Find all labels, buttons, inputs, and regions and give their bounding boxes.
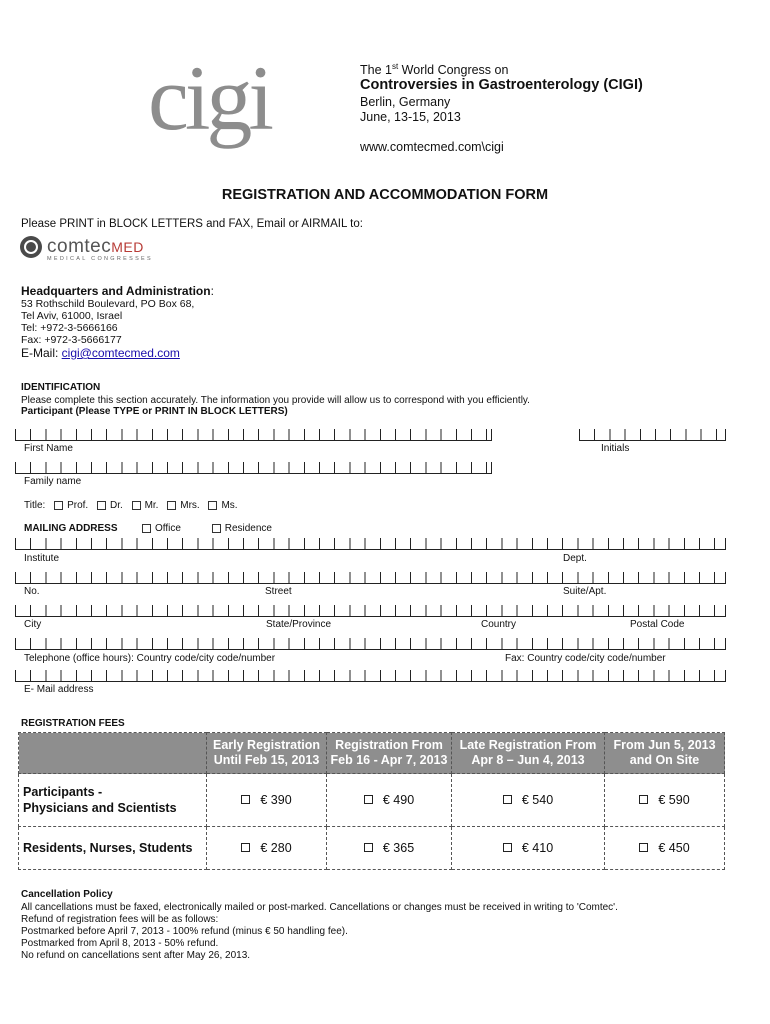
registration-fees-table xyxy=(18,732,725,870)
fee-checkbox[interactable] xyxy=(503,795,512,804)
initials-field[interactable] xyxy=(579,429,726,441)
residence-checkbox[interactable] xyxy=(212,524,221,533)
ordinal-post: World Congress on xyxy=(398,63,509,78)
first-name-label: First Name xyxy=(24,443,73,454)
fee-price: € 280 xyxy=(260,841,292,855)
row-label-line: Participants - xyxy=(23,785,103,799)
mailing-option: Residence xyxy=(224,523,272,534)
congress-ordinal-line xyxy=(360,62,508,77)
mr-checkbox[interactable] xyxy=(132,501,141,510)
ms-checkbox[interactable] xyxy=(208,501,217,510)
fee-price: € 410 xyxy=(521,841,554,855)
state-label: State/Province xyxy=(266,619,332,630)
col-header-line: and On Site xyxy=(629,753,700,767)
fee-checkbox[interactable] xyxy=(364,843,373,852)
country-label: Country xyxy=(481,619,517,630)
comtec-med: MED xyxy=(111,239,144,255)
cancellation-line: All cancellations must be faxed, electronically mailed or post-marked. Cancellations or changes must be received in writing to 'Comtec'. xyxy=(21,902,618,913)
city-field[interactable] xyxy=(15,605,726,617)
col-header-line: Feb 16 - Apr 7, 2013 xyxy=(330,753,448,767)
col-header-line: From Jun 5, 2013 xyxy=(613,738,716,752)
fee-price: € 450 xyxy=(658,841,690,855)
fees-column-header xyxy=(452,733,605,774)
fee-option[interactable] xyxy=(327,774,452,827)
fees-column-header xyxy=(605,733,725,774)
address-line: Tel Aviv, 61000, Israel xyxy=(21,310,123,322)
mailing-address-label: MAILING ADDRESS xyxy=(24,523,118,534)
congress-location: Berlin, Germany xyxy=(360,95,451,109)
title-option: Prof. xyxy=(67,500,89,511)
fee-option[interactable] xyxy=(327,827,452,870)
fax-label: Fax: Country code/city code/number xyxy=(505,653,666,664)
fee-option[interactable] xyxy=(452,827,605,870)
title-option: Mrs. xyxy=(180,500,200,511)
institute-label: Institute xyxy=(24,553,60,564)
address-line: Tel: +972-3-5666166 xyxy=(21,322,118,334)
fees-row-label xyxy=(19,774,207,827)
fee-checkbox[interactable] xyxy=(639,843,648,852)
title-label: Title: xyxy=(24,500,46,511)
fee-price: € 490 xyxy=(382,793,415,807)
initials-label: Initials xyxy=(601,443,630,454)
title-option: Mr. xyxy=(144,500,159,511)
comtec-globe-icon xyxy=(20,236,42,258)
title-option: Dr. xyxy=(110,500,123,511)
dept-label: Dept. xyxy=(563,553,587,564)
cancellation-line: Refund of registration fees will be as follows: xyxy=(21,914,219,925)
fee-checkbox[interactable] xyxy=(503,843,512,852)
fee-option[interactable] xyxy=(452,774,605,827)
fee-option[interactable] xyxy=(207,774,327,827)
congress-name: Controversies in Gastroenterology (CIGI) xyxy=(360,77,643,93)
fee-price: € 390 xyxy=(260,793,292,807)
family-name-field[interactable] xyxy=(15,462,492,474)
fees-row-residents xyxy=(19,827,725,870)
fee-option[interactable] xyxy=(605,774,725,827)
col-header-line: Registration From xyxy=(335,738,443,752)
fees-column-header xyxy=(327,733,452,774)
identification-title: IDENTIFICATION xyxy=(21,382,101,393)
fees-row-participants xyxy=(19,774,725,827)
no-label: No. xyxy=(24,586,40,597)
form-title: REGISTRATION AND ACCOMMODATION FORM xyxy=(221,187,549,203)
dr-checkbox[interactable] xyxy=(97,501,106,510)
hq-title: Headquarters and Administration: xyxy=(21,284,214,298)
office-checkbox[interactable] xyxy=(142,524,151,533)
congress-website[interactable]: www.comtecmed.com\cigi xyxy=(360,140,504,154)
fees-header-empty xyxy=(19,733,207,774)
address-line: 53 Rothschild Boulevard, PO Box 68, xyxy=(21,298,195,310)
col-header-line: Until Feb 15, 2013 xyxy=(213,753,320,767)
street-field[interactable] xyxy=(15,572,726,584)
cigi-logo-text: cigi xyxy=(148,47,270,149)
institute-field[interactable] xyxy=(15,538,726,550)
address-line: Fax: +972-3-5666177 xyxy=(21,334,122,346)
fee-price: € 365 xyxy=(382,841,415,855)
fee-checkbox[interactable] xyxy=(241,843,250,852)
cancellation-line: No refund on cancellations sent after May 26, 2013. xyxy=(21,950,251,961)
fees-header-row xyxy=(19,733,725,774)
ordinal-pre: The 1 xyxy=(360,63,392,78)
title-option: Ms. xyxy=(221,500,238,511)
hq-title-text: Headquarters and Administration xyxy=(21,284,211,298)
title-row xyxy=(24,500,238,511)
fees-row-label xyxy=(19,827,207,870)
fee-checkbox[interactable] xyxy=(364,795,373,804)
cancellation-line: Postmarked from April 8, 2013 - 50% refund. xyxy=(21,938,219,949)
col-header-line: Early Registration xyxy=(213,738,320,752)
email-label: E-Mail: xyxy=(21,346,62,360)
hq-email-line xyxy=(21,346,180,360)
identification-description: Please complete this section accurately. The information you provide will allow us to correspond with you efficiently. xyxy=(21,395,530,406)
fee-price: € 590 xyxy=(658,793,690,807)
cancellation-line: Postmarked before April 7, 2013 - 100% refund (minus € 50 handling fee). xyxy=(21,926,348,937)
mailing-options xyxy=(136,523,272,534)
telephone-fax-field[interactable] xyxy=(15,638,726,650)
mrs-checkbox[interactable] xyxy=(167,501,176,510)
street-label: Street xyxy=(265,586,292,597)
telephone-label: Telephone (office hours): Country code/city code/number xyxy=(24,653,276,664)
postal-label: Postal Code xyxy=(630,619,685,630)
fee-option[interactable] xyxy=(207,827,327,870)
fee-price: € 540 xyxy=(521,793,554,807)
city-label: City xyxy=(24,619,42,630)
fees-column-header xyxy=(207,733,327,774)
ordinal-sup: st xyxy=(391,62,399,71)
participant-note: Participant (Please TYPE or PRINT IN BLOCK LETTERS) xyxy=(21,406,288,417)
comtec-word: comtec xyxy=(47,236,112,257)
first-name-field[interactable] xyxy=(15,429,492,441)
cigi-logo xyxy=(148,47,270,149)
fee-checkbox[interactable] xyxy=(241,795,250,804)
fee-checkbox[interactable] xyxy=(639,795,648,804)
row-label-line: Physicians and Scientists xyxy=(23,801,177,815)
email-address-label: E- Mail address xyxy=(24,684,94,695)
email-field[interactable] xyxy=(15,670,726,682)
email-link[interactable]: cigi@comtecmed.com xyxy=(61,346,180,360)
congress-dates: June, 13-15, 2013 xyxy=(360,110,461,124)
prof-checkbox[interactable] xyxy=(54,501,63,510)
suite-label: Suite/Apt. xyxy=(563,586,607,597)
fee-option[interactable] xyxy=(605,827,725,870)
mailing-option: Office xyxy=(155,523,181,534)
col-header-line: Apr 8 – Jun 4, 2013 xyxy=(471,753,585,767)
family-name-label: Family name xyxy=(24,476,82,487)
row-label-line: Residents, Nurses, Students xyxy=(23,841,193,855)
registration-fees-title: REGISTRATION FEES xyxy=(21,718,125,729)
submission-instruction: Please PRINT in BLOCK LETTERS and FAX, Email or AIRMAIL to: xyxy=(21,218,363,230)
comtec-subtitle: MEDICAL CONGRESSES xyxy=(47,256,153,262)
col-header-line: Late Registration From xyxy=(459,738,597,752)
cancellation-title: Cancellation Policy xyxy=(21,889,113,900)
